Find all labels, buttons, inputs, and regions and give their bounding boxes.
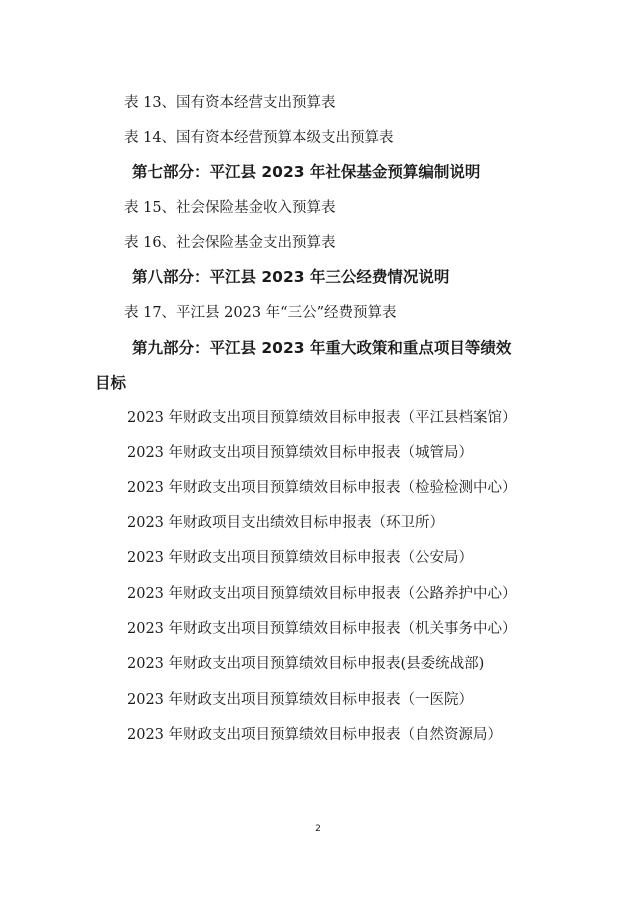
toc-item-united-front: 2023 年财政支出项目预算绩效目标申报表(县委统战部) xyxy=(127,656,485,672)
toc-item-inspection-center: 2023 年财政支出项目预算绩效目标申报表（检验检测中心） xyxy=(127,480,517,496)
toc-heading-part-9-continued: 目标 xyxy=(95,374,127,392)
toc-item-archives: 2023 年财政支出项目预算绩效目标申报表（平江县档案馆） xyxy=(127,410,517,426)
page-number: 2 xyxy=(315,824,321,834)
toc-item-table-16: 表 16、社会保险基金支出预算表 xyxy=(124,235,336,251)
toc-heading-part-9: 第九部分：平江县 2023 年重大政策和重点项目等绩效 xyxy=(132,339,512,357)
toc-item-first-hospital: 2023 年财政支出项目预算绩效目标申报表（一医院） xyxy=(127,692,474,708)
toc-item-natural-resources: 2023 年财政支出项目预算绩效目标申报表（自然资源局） xyxy=(127,727,503,743)
toc-item-public-security: 2023 年财政支出项目预算绩效目标申报表（公安局） xyxy=(127,550,474,566)
toc-item-table-14: 表 14、国有资本经营预算本级支出预算表 xyxy=(124,130,394,146)
toc-item-sanitation: 2023 年财政项目支出绩效目标申报表（环卫所） xyxy=(127,515,445,531)
toc-item-table-13: 表 13、国有资本经营支出预算表 xyxy=(124,95,336,111)
toc-heading-part-8: 第八部分：平江县 2023 年三公经费情况说明 xyxy=(132,268,450,286)
toc-item-table-17: 表 17、平江县 2023 年“三公”经费预算表 xyxy=(124,305,397,321)
toc-item-road-maintenance: 2023 年财政支出项目预算绩效目标申报表（公路养护中心） xyxy=(127,586,517,602)
toc-heading-part-7: 第七部分：平江县 2023 年社保基金预算编制说明 xyxy=(132,163,481,181)
toc-item-urban-management: 2023 年财政支出项目预算绩效目标申报表（城管局） xyxy=(127,445,474,461)
toc-item-table-15: 表 15、社会保险基金收入预算表 xyxy=(124,200,336,216)
toc-item-affairs-center: 2023 年财政支出项目预算绩效目标申报表（机关事务中心） xyxy=(127,621,517,637)
